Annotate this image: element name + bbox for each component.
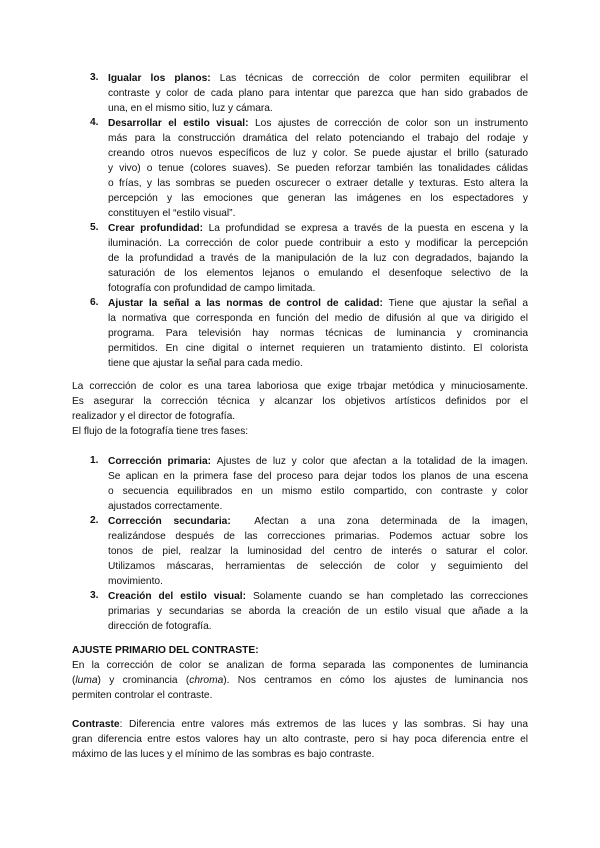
chroma-term: chroma (189, 675, 224, 686)
list-item-term: Igualar los planos: (108, 73, 211, 84)
list-item-number: 3. (90, 72, 99, 83)
list-item-term: Ajustar la señal a las normas de control de calidad: (108, 298, 383, 309)
list-item-number: 3. (90, 590, 99, 601)
list-item-term: Creación del estilo visual: (108, 591, 247, 602)
list-item-term: Crear profundidad: (108, 223, 203, 234)
list-item-term: Corrección secundaria: (108, 516, 231, 527)
contrast-term: Contraste (72, 719, 120, 730)
luma-term: luma (75, 675, 98, 686)
list-item-term: Desarrollar el estilo visual: (108, 118, 249, 129)
list-item-number: 4. (90, 117, 99, 128)
list-item-number: 6. (90, 297, 99, 308)
document-page: 3. Igualar los planos: Las técnicas de corrección de color permiten equilibrar el contraste y color de cada plano para intentar que parezca que han sido grabados de una, en el mismo sitio, luz y cámara. 4. Desarrollar el estilo visual: Los ajustes de corrección de color son un instrumento más para la construcción dramática del relato potenciando el trabajo del rodaje y creando otros nuevos específicos de luz y color. Se puede ajustar el brillo (saturado y vivo) o tenue (colores suaves). Se pueden reforzar también las tonalidades cálidas o frías, y las sombras se pueden oscurecer o extraer detalle y texturas. Esto altera la percepción y las emociones que generan las imágenes en los espectadores y constituyen el “estilo visual”. 5. Crear profundidad: La profundidad se expresa a través de la puesta en escena y la iluminación. La corrección de color puede contribuir a esto y modificar la percepción de la profundidad a través de la manipulación de la luz con degradados, bajando la saturación de los elementos lejanos o emulando el desenfoque selectivo de la fotografía con profundidad de campo limitada. 6. Ajustar la señal a las normas de control de calidad: Tiene que ajustar la señal a la normativa que corresponda en función del medio de difusión al que va dirigido el programa. Para televisión hay normas técnicas de luminancia y crominancia permitidos. En cine digital o internet requieren un tratamiento distinto. El colorista tiene que ajustar la señal para cada medio. La corrección de color es una tarea laboriosa que exige trbajar metódica y minuciosamente. Es asegurar la corrección técnica y alcanzar los objetivos artísticos definidos por el realizador y el director de fotografía. El flujo de la fotografía tiene tres fases: 1. Corrección primaria: Ajustes de luz y color que afectan a la totalidad de la imagen. Se aplican en la primera fase del proceso para dejar todos los planos de una escena o secuencia equilibrados en un mismo estilo compartido, con contraste y color ajustados correctamente. 2. Corrección secundaria: Afectan a una zona determinada de la imagen, realizándose después de las correcciones primarias. Podemos actuar sobre los tonos de piel, realzar la luminosidad del centro de interés o saturar el color. Utilizamos máscaras, herramientas de selección de color y seguimiento del movimiento. 3. Creación del estilo visual: Solamente cuando se han completado las correcciones primarias y secundarias se aborda la creación de un estilo visual que añade a la dirección de fotografía. AJUSTE PRIMARIO DEL CONTRASTE: En la corrección de color se analizan de forma separada las componentes de luminancia (luma) y crominancia (chroma). Nos centramos en cómo los ajustes de luminancia nos permiten controlar el contraste. Contraste: Diferencia entre valores más extremos de las luces y las sombras. Si hay una gran diferencia entre estos valores hay un alto contraste, pero si hay poca diferencia entre el máximo de las luces y el mínimo de las sombras es bajo contraste. (72, 72, 529, 760)
list-item-number: 5. (90, 222, 99, 233)
section-heading: AJUSTE PRIMARIO DEL CONTRASTE: (72, 645, 259, 656)
list-item-term: Corrección primaria: (108, 456, 212, 467)
list-item-number: 2. (90, 515, 99, 526)
list-item-number: 1. (90, 455, 99, 466)
